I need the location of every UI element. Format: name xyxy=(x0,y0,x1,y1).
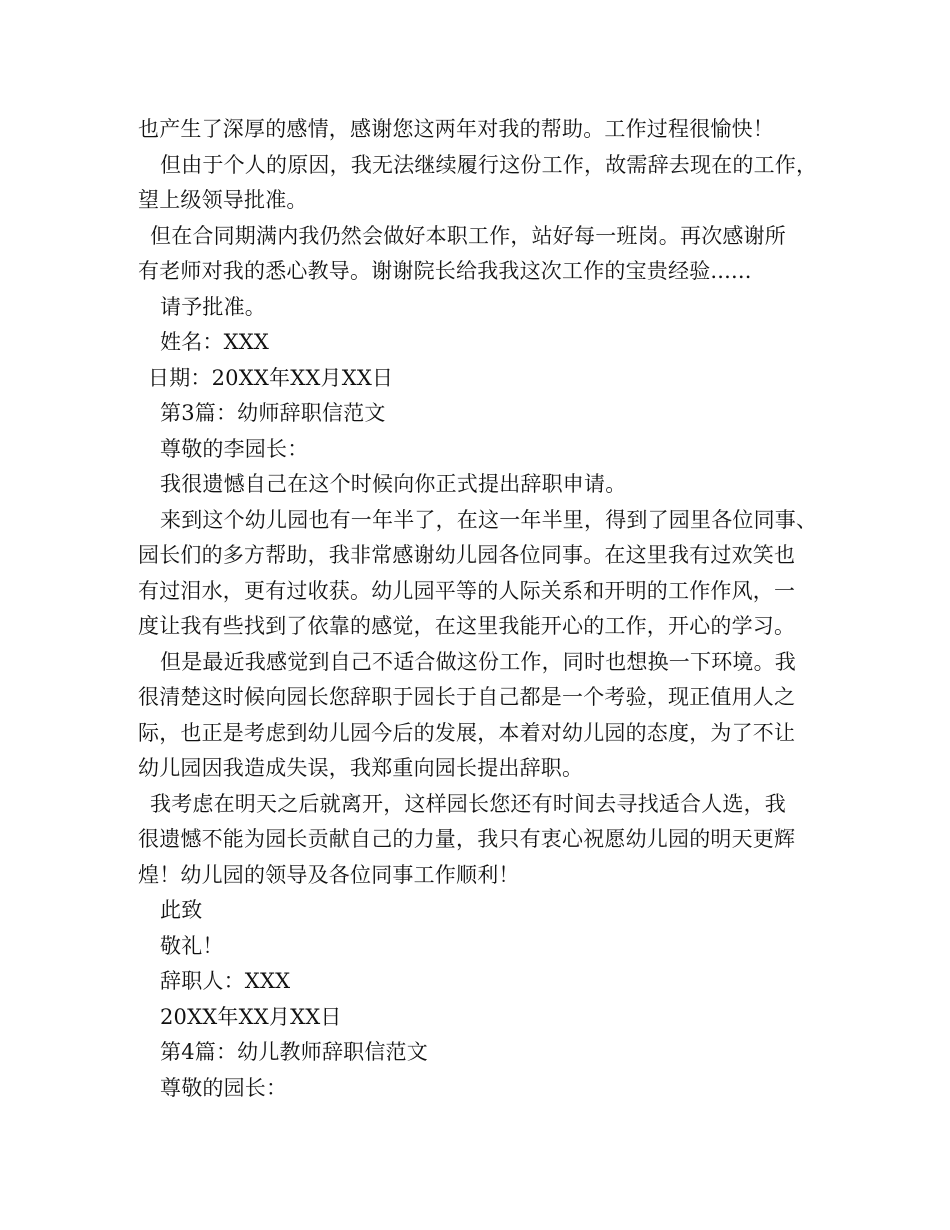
signature-name: 辞职人：XXX xyxy=(160,969,291,993)
signature-date: 20XX年XX月XX日 xyxy=(160,1004,342,1029)
text-line: 但是最近我感觉到自己不适合做这份工作，同时也想换一下环境。我 xyxy=(160,649,796,674)
text-line: 度让我有些找到了依靠的感觉，在这里我能开心的工作，开心的学习。 xyxy=(138,614,796,638)
text-line: 煌！幼儿园的领导及各位同事工作顺利！ xyxy=(138,862,520,887)
text-line: 很遗憾不能为园长贡献自己的力量，我只有衷心祝愿幼儿园的明天更辉 xyxy=(138,827,796,851)
text-line: 请予批准。 xyxy=(160,294,266,319)
letter-body xyxy=(138,112,828,1106)
text-line: 有过泪水，更有过收获。幼儿园平等的人际关系和开明的工作作风，一 xyxy=(138,578,796,603)
text-line: 日期：20XX年XX月XX日 xyxy=(148,365,394,390)
section-heading: 第3篇：幼师辞职信范文 xyxy=(160,401,386,425)
text-line: 望上级领导批准。 xyxy=(138,188,308,212)
text-line: 有老师对我的悉心教导。谢谢院长给我我这次工作的宝贵经验...... xyxy=(138,259,752,283)
text-line: 但在合同期满内我仍然会做好本职工作，站好每一班岗。再次感谢所 xyxy=(150,223,786,248)
text-line: 际，也正是考虑到幼儿园今后的发展，本着对幼儿园的态度，为了不让 xyxy=(138,720,796,745)
section-heading: 第4篇：幼儿教师辞职信范文 xyxy=(160,1040,428,1064)
text-line: 我很遗憾自己在这个时候向你正式提出辞职申请。 xyxy=(160,472,627,496)
salutation: 尊敬的李园长： xyxy=(160,436,309,461)
text-line: 但由于个人的原因，我无法继续履行这份工作，故需辞去现在的工作， xyxy=(160,152,818,177)
text-line: 幼儿园因我造成失误，我郑重向园长提出辞职。 xyxy=(138,756,584,780)
text-line: 我考虑在明天之后就离开，这样园长您还有时间去寻找适合人选，我 xyxy=(150,791,786,816)
closing: 敬礼！ xyxy=(160,933,224,958)
text-line: 姓名：XXX xyxy=(160,330,270,354)
text-line: 园长们的多方帮助，我非常感谢幼儿园各位同事。在这里我有过欢笑也 xyxy=(138,543,796,567)
salutation: 尊敬的园长： xyxy=(160,1075,288,1100)
closing: 此致 xyxy=(160,898,203,922)
text-line: 也产生了深厚的感情，感谢您这两年对我的帮助。工作过程很愉快！ xyxy=(138,117,774,141)
text-line: 很清楚这时候向园长您辞职于园长于自己都是一个考验，现正值用人之 xyxy=(138,685,796,709)
text-line: 来到这个幼儿园也有一年半了，在这一年半里，得到了园里各位同事、 xyxy=(160,507,818,532)
